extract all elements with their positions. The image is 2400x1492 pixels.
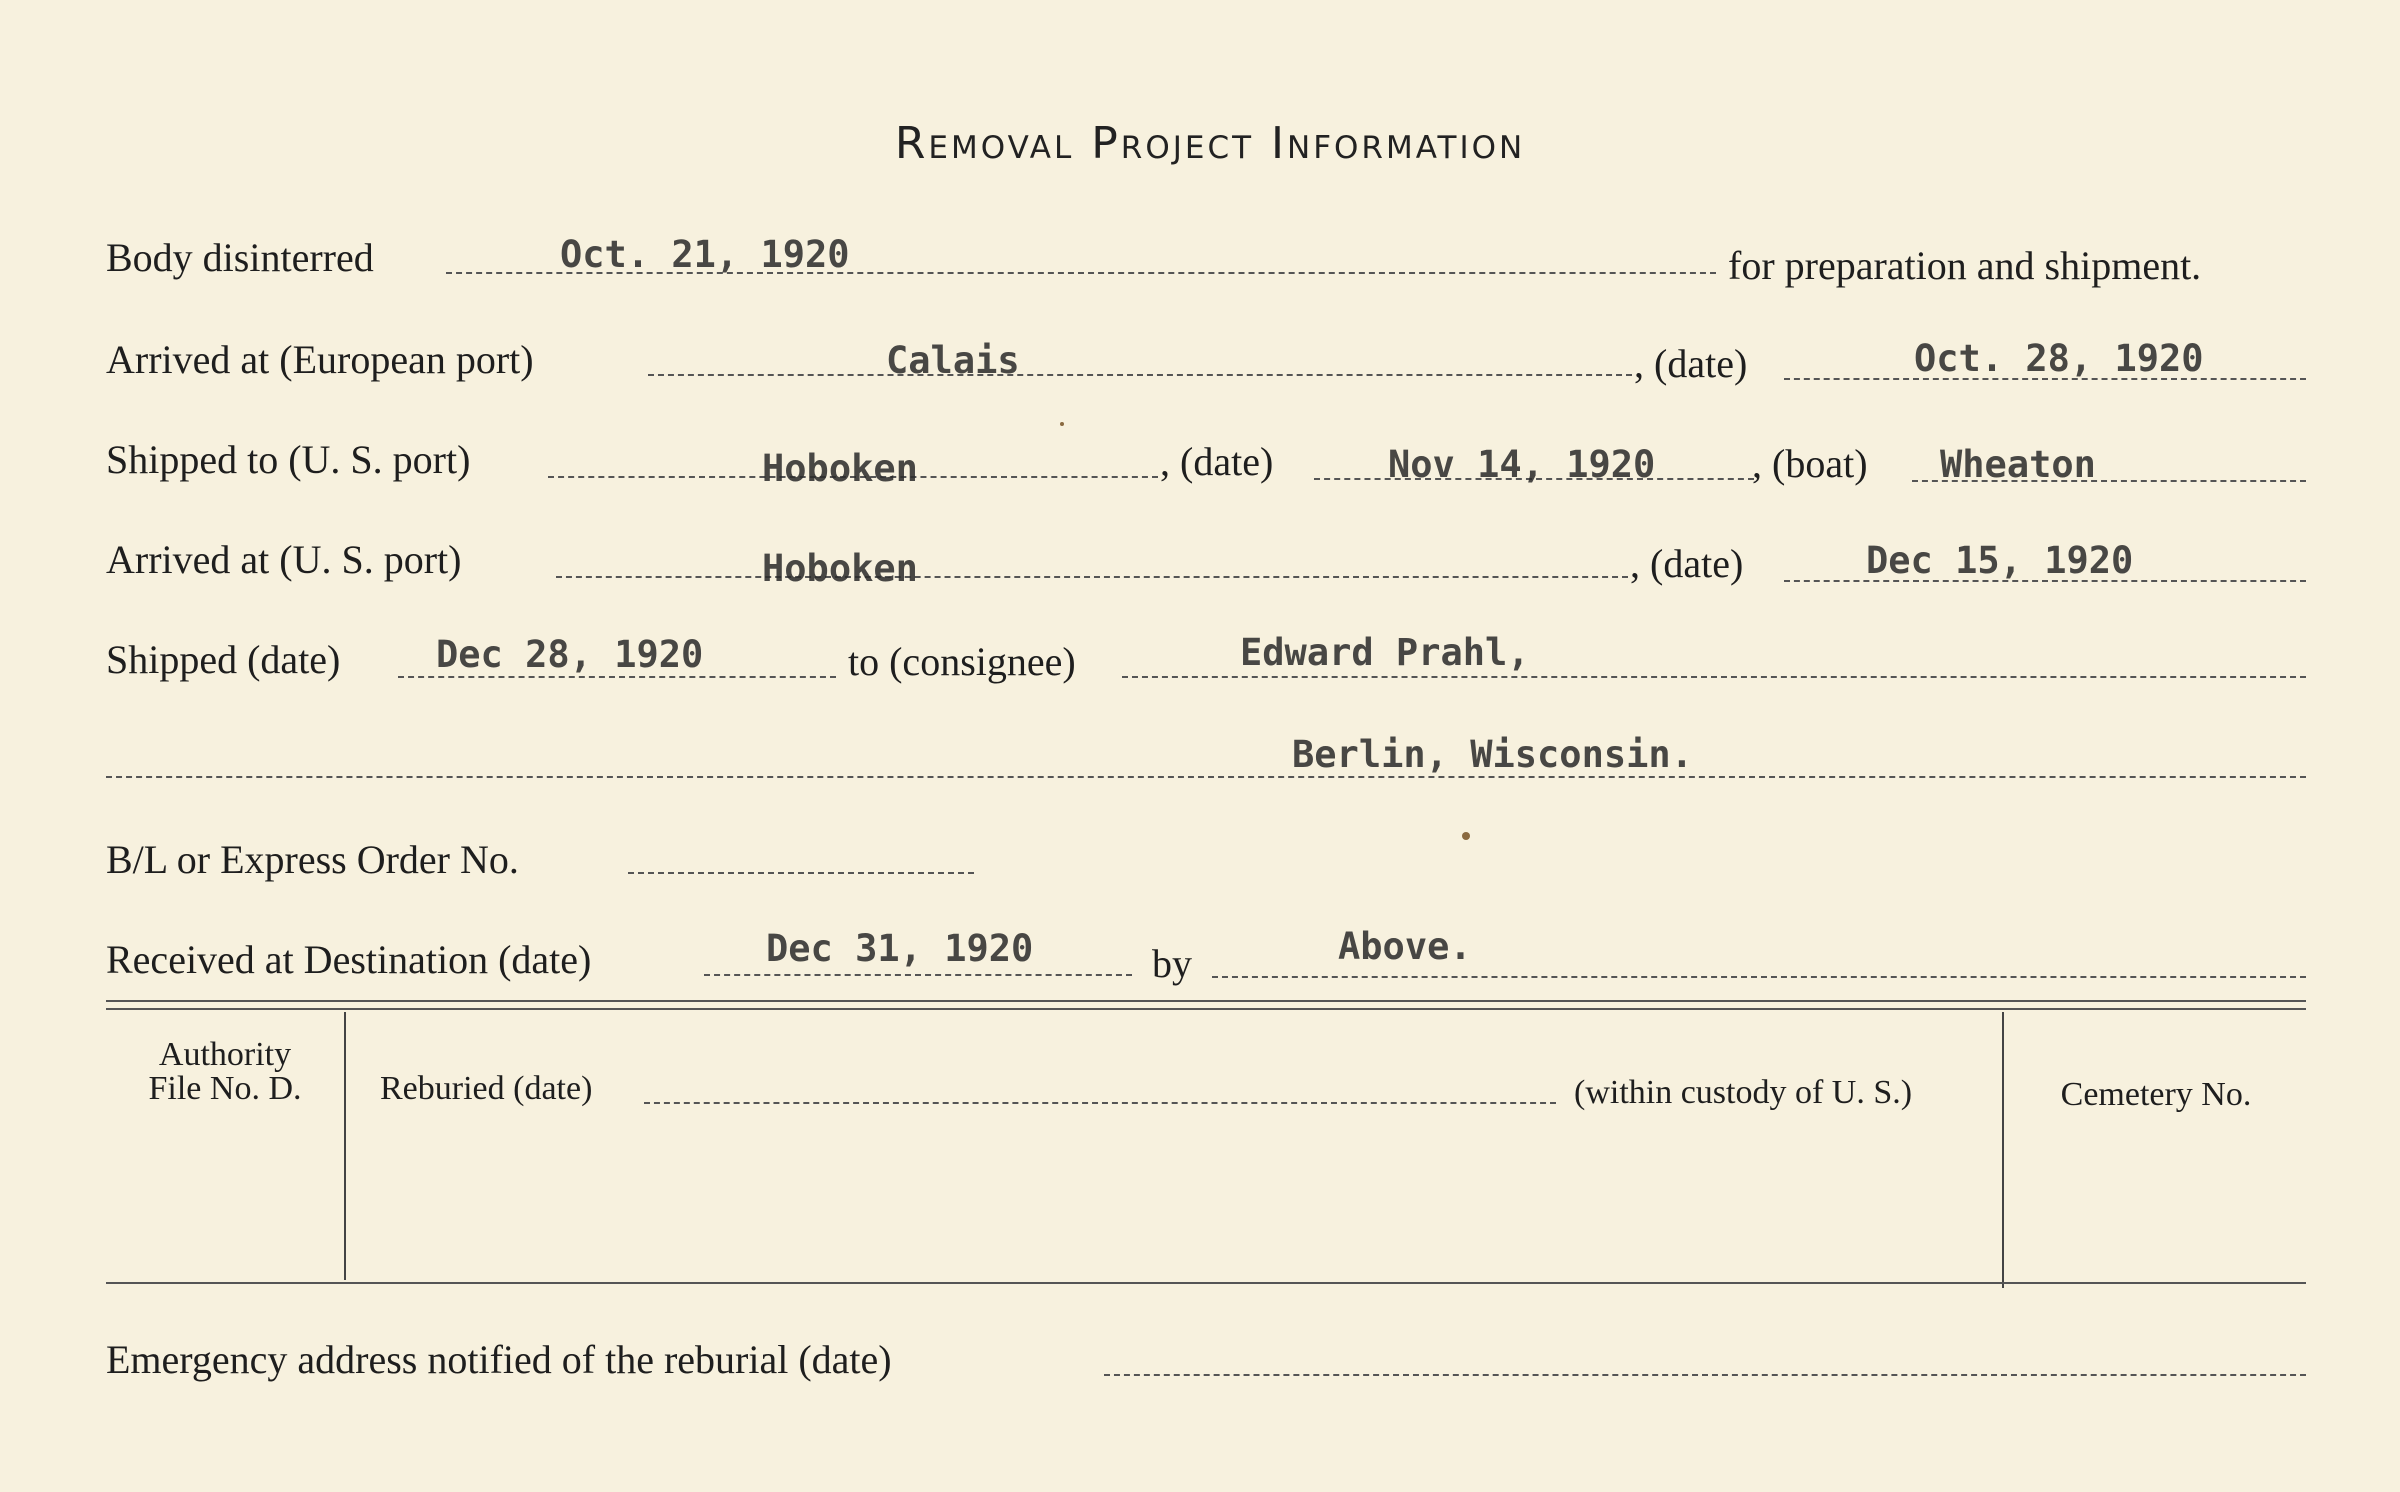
boat-label: , (boat) <box>1752 441 1868 486</box>
reburied-dotted-line <box>644 1102 1556 1104</box>
shipped-date-row-value: Dec 28, 1920 <box>436 633 704 676</box>
arrived-date-label: , (date) <box>1630 541 1744 586</box>
shipped-date-row-label: Shipped (date) <box>106 637 341 682</box>
ink-spot <box>1060 422 1064 426</box>
received-date-value: Dec 31, 1920 <box>766 927 1034 970</box>
european-port-value: Calais <box>886 339 1020 382</box>
european-port-dotted-line <box>648 374 1632 376</box>
consignee-name-value: Edward Prahl, <box>1240 631 1530 674</box>
order-number-dotted-line <box>628 872 974 874</box>
ink-spot <box>1462 832 1470 840</box>
consignee-label: to (consignee) <box>848 639 1076 684</box>
table-top-rule <box>106 1000 2306 1002</box>
received-dotted-line <box>704 974 1132 976</box>
cemetery-number-label: Cemetery No. <box>2060 1076 2252 1113</box>
received-by-value: Above. <box>1338 925 1472 968</box>
boat-value: Wheaton <box>1940 443 2096 486</box>
disinterred-date-value: Oct. 21, 1920 <box>560 233 850 276</box>
european-port-date-value: Oct. 28, 1920 <box>1914 337 2204 380</box>
authority-label-line2: File No. D. <box>148 1070 302 1107</box>
shipped-us-port-label: Shipped to (U. S. port) <box>106 437 471 482</box>
disinterred-label: Body disinterred <box>106 235 374 280</box>
shipped-date-value: Nov 14, 1920 <box>1388 443 1656 486</box>
card-title: Removal Project Information <box>894 118 1526 169</box>
consignee-address-value: Berlin, Wisconsin. <box>1292 733 1693 776</box>
shipped-date-label: , (date) <box>1160 439 1274 484</box>
received-by-dotted-line <box>1212 976 2306 978</box>
european-port-label: Arrived at (European port) <box>106 337 534 382</box>
reburied-label: Reburied (date) <box>380 1070 593 1107</box>
arrived-us-port-value: Hoboken <box>762 547 918 590</box>
arrived-date-value: Dec 15, 1920 <box>1866 539 2134 582</box>
table-bottom-rule <box>106 1282 2306 1284</box>
received-label: Received at Destination (date) <box>106 937 592 982</box>
arrived-us-port-dotted-line <box>556 576 1628 578</box>
emergency-label: Emergency address notified of the reburial (date) <box>106 1337 892 1382</box>
table-divider-left <box>344 1012 346 1280</box>
table-top-rule-double <box>106 1008 2306 1010</box>
order-number-label: B/L or Express Order No. <box>106 837 519 882</box>
disinterred-suffix: for preparation and shipment. <box>1728 243 2202 288</box>
arrived-us-port-label: Arrived at (U. S. port) <box>106 537 462 582</box>
received-by-label: by <box>1152 941 1192 986</box>
authority-label-line1: Authority <box>158 1036 292 1073</box>
emergency-dotted-line <box>1104 1374 2306 1376</box>
consignee-address-dotted-line <box>106 776 2306 778</box>
european-port-date-label: , (date) <box>1634 341 1748 386</box>
consignee-dotted-line <box>1122 676 2306 678</box>
custody-label: (within custody of U. S.) <box>1574 1074 1913 1111</box>
shipped-us-port-value: Hoboken <box>762 447 918 490</box>
shipped-date-row-dotted-line <box>398 676 836 678</box>
table-divider-right <box>2002 1012 2004 1288</box>
